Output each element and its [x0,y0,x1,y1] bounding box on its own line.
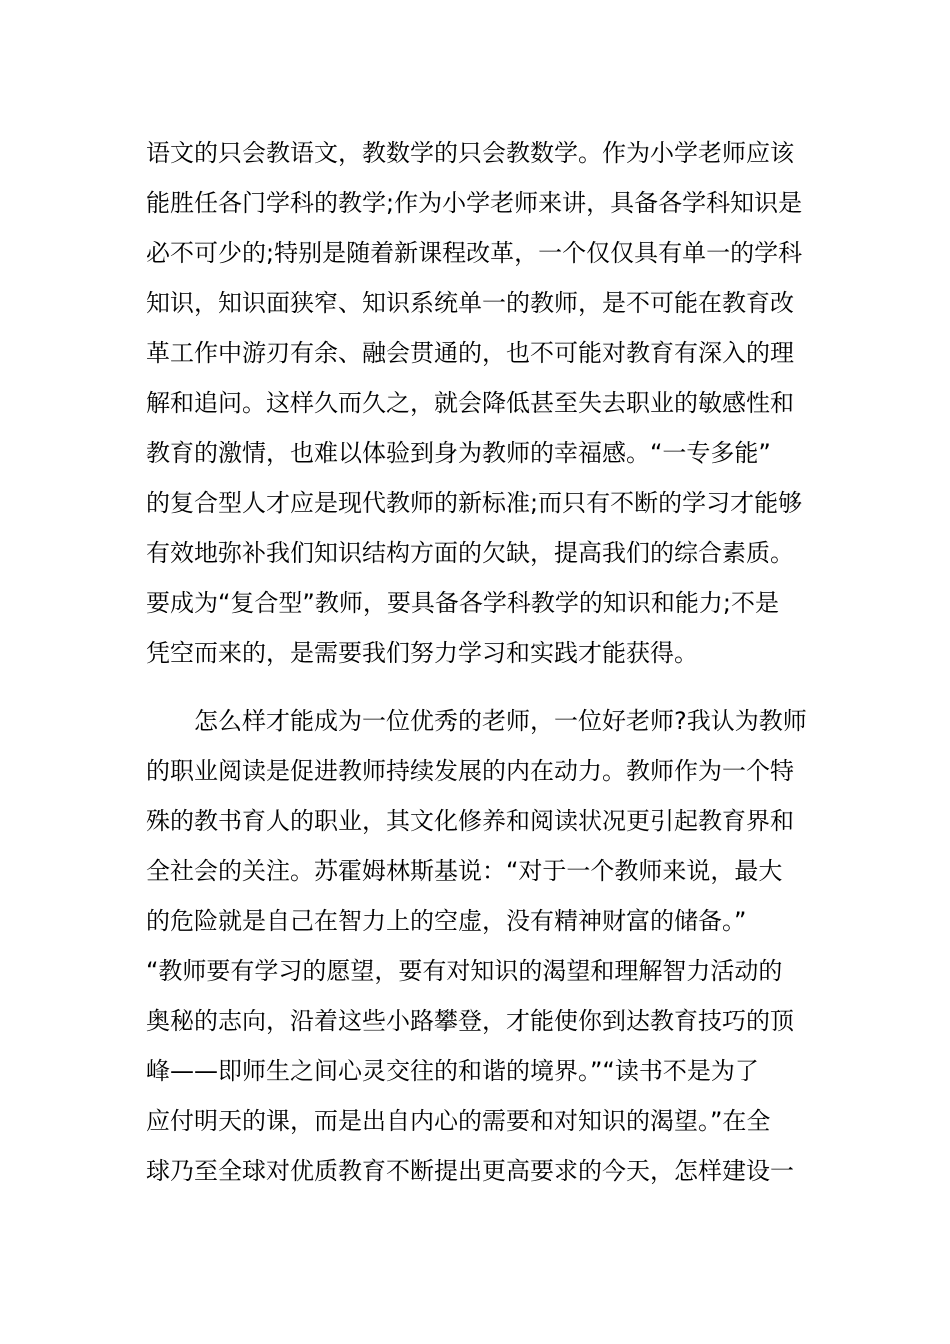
paragraph-line: 球乃至全球对优质教育不断提出更高要求的今天，怎样建设一 [146,1157,794,1185]
paragraph-line: 凭空而来的，是需要我们努力学习和实践才能获得。 [146,639,698,667]
paragraph-1 [146,128,826,678]
paragraph-line: 有效地弥补我们知识结构方面的欠缺，提高我们的综合素质。 [146,539,794,567]
paragraph-line: 应付明天的课，而是出自内心的需要和对知识的渴望。”在全 [146,1107,771,1135]
paragraph-line: 必不可少的;特别是随着新课程改革，一个仅仅具有单一的学科 [146,239,803,267]
paragraph-line: 的危险就是自己在智力上的空虚，没有精神财富的储备。” [146,907,747,935]
paragraph-line: 峰——即师生之间心灵交往的和谐的境界。”“读书不是为了 [146,1057,759,1085]
paragraph-line: 的复合型人才应是现代教师的新标准;而只有不断的学习才能够 [146,489,803,517]
paragraph-line: 殊的教书育人的职业，其文化修养和阅读状况更引起教育界和 [146,807,794,835]
paragraph-line: 语文的只会教语文，教数学的只会教数学。作为小学老师应该 [146,139,794,167]
paragraph-line: “教师要有学习的愿望，要有对知识的渴望和理解智力活动的 [146,957,783,985]
paragraph-line: 教育的激情，也难以体验到身为教师的幸福感。“一专多能” [146,439,771,467]
paragraph-line: 知识，知识面狭窄、知识系统单一的教师，是不可能在教育改 [146,289,794,317]
paragraph-line: 能胜任各门学科的教学;作为小学老师来讲，具备各学科知识是 [146,189,803,217]
paragraph-2 [146,696,826,1196]
paragraph-line: 解和追问。这样久而久之，就会降低甚至失去职业的敏感性和 [146,389,794,417]
paragraph-line: 怎么样才能成为一位优秀的老师，一位好老师?我认为教师 [146,707,807,735]
paragraph-line: 的职业阅读是促进教师持续发展的内在动力。教师作为一个特 [146,757,794,785]
paragraph-line: 全社会的关注。苏霍姆林斯基说：“对于一个教师来说，最大 [146,857,783,885]
paragraph-line: 革工作中游刃有余、融会贯通的，也不可能对教育有深入的理 [146,339,794,367]
paragraph-line: 要成为“复合型”教师，要具备各学科教学的知识和能力;不是 [146,589,779,617]
paragraph-line: 奥秘的志向，沿着这些小路攀登，才能使你到达教育技巧的顶 [146,1007,794,1035]
